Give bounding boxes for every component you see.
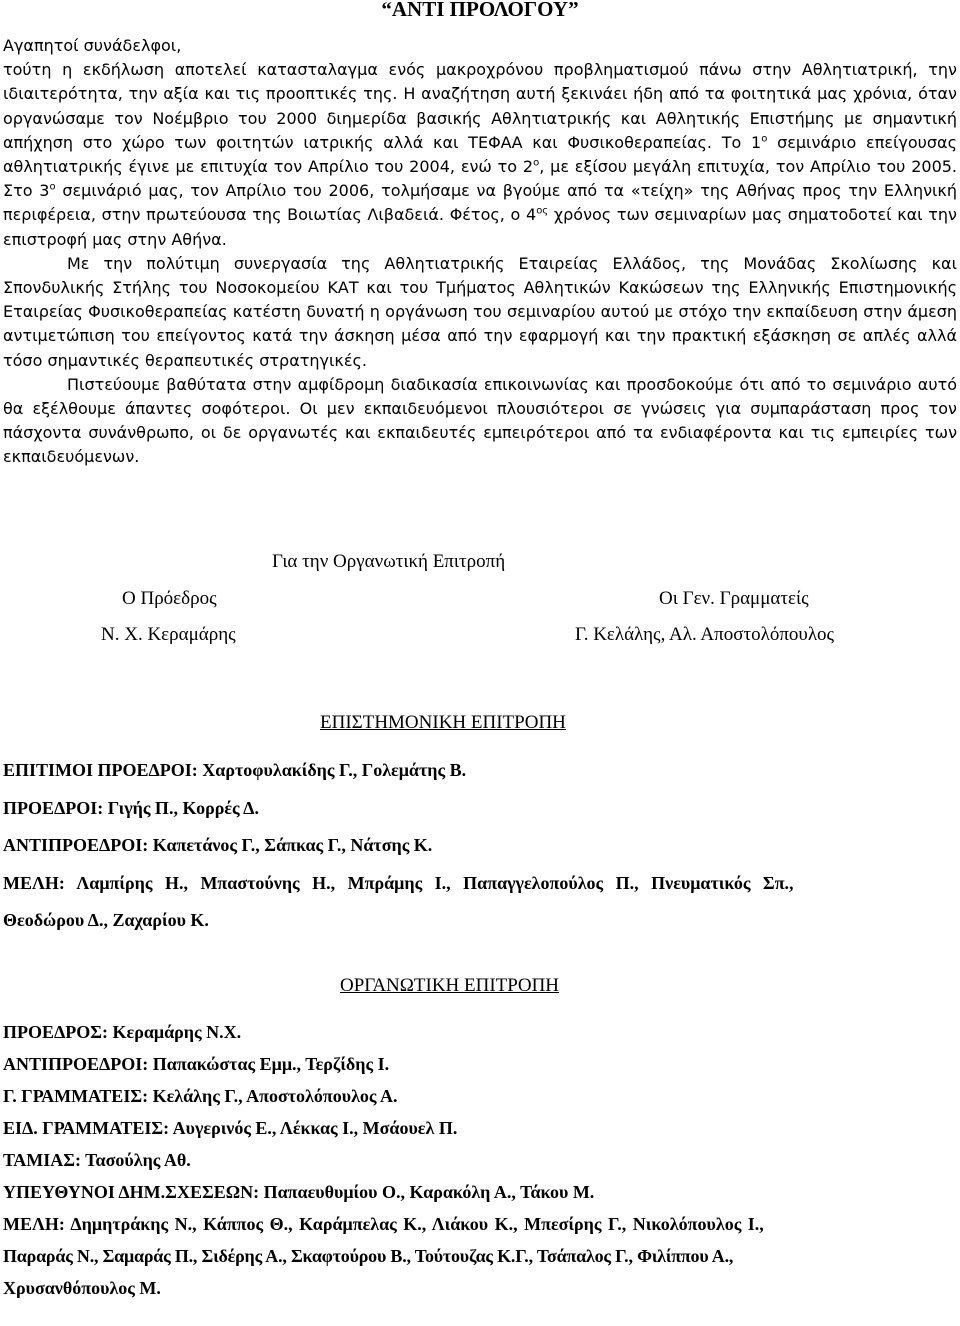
- ordinal-superscript: ο: [49, 181, 56, 193]
- paragraph-1-part-b: σεμινάριο επείγουσας αθλητιατρικής έγινε με επιτυχία τον Απρίλιο του 2004, ενώ το 2: [3, 132, 957, 177]
- scientific-committee-heading: ΕΠΙΣΤΗΜΟΝΙΚΗ ΕΠΙΤΡΟΠΗ: [320, 712, 566, 733]
- document-title: “ΑΝΤΙ ΠΡΟΛΟΓΟΥ”: [381, 0, 579, 21]
- list-item: ΕΠΙΤΙΜΟΙ ΠΡΟΕΔΡΟΙ: Χαρτοφυλακίδης Γ., Γολεμάτης Β.: [3, 760, 467, 780]
- secretaries-names: Γ. Κελάλης, Αλ. Αποστολόπουλος: [575, 624, 835, 645]
- paragraph-1-part-d: σεμινάριό μας, τον Απρίλιο του 2006, τολμήσαμε να βγούμε από τα «τείχη» της Αθήνας προς την Ελληνική περιφέρεια, στην πρωτεύουσα της Βοιωτίας Λιβαδειά. Φέτος, ο 4: [3, 181, 958, 225]
- paragraph-1-part-e: χρόνος των σεμιναρίων μας σηματοδοτεί και την επιστροφή μας στην Αθήνα.: [3, 205, 957, 249]
- list-item: ΑΝΤΙΠΡΟΕΔΡΟΙ: Παπακώστας Εμμ., Τερζίδης Ι.: [3, 1054, 390, 1074]
- list-item: ΜΕΛΗ: Λαμπίρης Η., Μπαστούνης Η., Μπράμης Ι., Παπαγγελοπούλος Π., Πνευματικός Σπ.,: [3, 872, 794, 893]
- secretaries-role: Οι Γεν. Γραμματείς: [659, 588, 809, 609]
- ordinal-superscript: ο: [533, 157, 540, 169]
- list-item: ΥΠΕΥΘΥΝΟΙ ΔΗΜ.ΣΧΕΣΕΩΝ: Παπαευθυμίου Ο., Καρακόλη Α., Τάκου Μ.: [3, 1182, 595, 1202]
- paragraph-1: [3, 58, 957, 252]
- paragraph-3: Πιστεύουμε βαθύτατα στην αμφίδρομη διαδικασία επικοινωνίας και προσδοκούμε ότι από το σεμινάριο αυτό θα εξέλθουμε άπαντες σοφότεροι. Οι μεν εκπαιδευόμενοι πλουσιότεροι σε γνώσεις για συμπαράσταση προς τον πάσχοντα συνάνθρωπο, οι δε οργανωτές και εκπαιδευτές εμπειρότεροι από τα ενδιαφέροντα και τις εμπειρίες των εκπαιδευόμενων.: [3, 374, 957, 467]
- list-item: ΜΕΛΗ: Δημητράκης Ν., Κάππος Θ., Καράμπελας Κ., Λιάκου Κ., Μπεσίρης Γ., Νικολόπουλος Ι.,: [3, 1214, 764, 1234]
- president-name: Ν. Χ. Κεραμάρης: [101, 624, 236, 645]
- list-item: Γ. ΓΡΑΜΜΑΤΕΙΣ: Κελάλης Γ., Αποστολόπουλος Α.: [3, 1086, 398, 1106]
- ordinal-superscript: ος: [536, 206, 549, 218]
- for-committee-label: Για την Οργανωτική Επιτροπή: [272, 551, 506, 572]
- list-item: Παραράς Ν., Σαμαράς Π., Σιδέρης Α., Σκαφτούρου Β., Τούτουζας Κ.Γ., Τσάπαλος Γ., Φιλίππου Α.,: [3, 1246, 734, 1266]
- paragraph-1-part-a: τούτη η εκδήλωση αποτελεί κατασταλαγμα ενός μακροχρόνου προβληματισμού πάνω στην Αθλητιατρική, την ιδιαιτερότητα, την αξία και τις προοπτικές της. Η αναζήτηση αυτή ξεκινάει ήδη από τα φοιτητικά μας χρόνια, όταν οργανώσαμε τον Νοέμβριο του 2000 διημερίδα βασικής Αθλητιατρικής και Αθλητικής Επιστήμης με σημαντική απήχηση στο χώρο των φοιτητών ιατρικής αλλά και ΤΕΦΑΑ και Φυσικοθεραπείας. Το 1: [3, 60, 957, 152]
- list-item: ΠΡΟΕΔΡΟΣ: Κεραμάρης Ν.Χ.: [3, 1022, 242, 1042]
- foreword-body: [3, 34, 957, 470]
- paragraph-2: Με την πολύτιμη συνεργασία της Αθλητιατρικής Εταιρείας Ελλάδος, της Μονάδας Σκολίωσης και Σπονδυλικής Στήλης του Νοσοκομείου ΚΑΤ και του Τμήματος Αθλητικών Κακώσεων της Ελληνικής Επιστημονικής Εταιρείας Φυσικοθεραπείας κατέστη δυνατή η οργάνωση του σεμιναρίου αυτού με στόχο την εκπαίδευση στην άμεση αντιμετώπιση του επείγοντος κατά την άσκηση μέσα από την εφαρμογή και την πρακτική εξάσκηση σε απλές αλλά τόσο σημαντικές θεραπευτικές στρατηγικές.: [3, 253, 957, 370]
- greeting: Αγαπητοί συνάδελφοι,: [3, 36, 182, 55]
- president-role: Ο Πρόεδρος: [122, 588, 217, 609]
- list-item: ΠΡΟΕΔΡΟΙ: Γιγής Π., Κορρές Δ.: [3, 797, 259, 818]
- list-item: ΤΑΜΙΑΣ: Τασούλης Αθ.: [3, 1150, 191, 1170]
- list-item: Χρυσανθόπουλος Μ.: [3, 1278, 161, 1298]
- paragraph-1-part-c: , με εξίσου μεγάλη επιτυχία, τον Απρίλιο του 2005. Στο 3: [3, 157, 958, 201]
- list-item: ΑΝΤΙΠΡΟΕΔΡΟΙ: Καπετάνος Γ., Σάπκας Γ., Νάτσης Κ.: [3, 835, 433, 855]
- list-item: Θεοδώρου Δ., Ζαχαρίου Κ.: [3, 910, 209, 930]
- scientific-committee-list: [3, 752, 957, 940]
- ordinal-superscript: ο: [761, 133, 768, 145]
- organizing-committee-list: [3, 1016, 957, 1304]
- list-item: ΕΙΔ. ΓΡΑΜΜΑΤΕΙΣ: Αυγερινός Ε., Λέκκας Ι., Μσάουελ Π.: [3, 1118, 458, 1138]
- organizing-committee-heading: ΟΡΓΑΝΩΤΙΚΗ ΕΠΙΤΡΟΠΗ: [340, 975, 560, 996]
